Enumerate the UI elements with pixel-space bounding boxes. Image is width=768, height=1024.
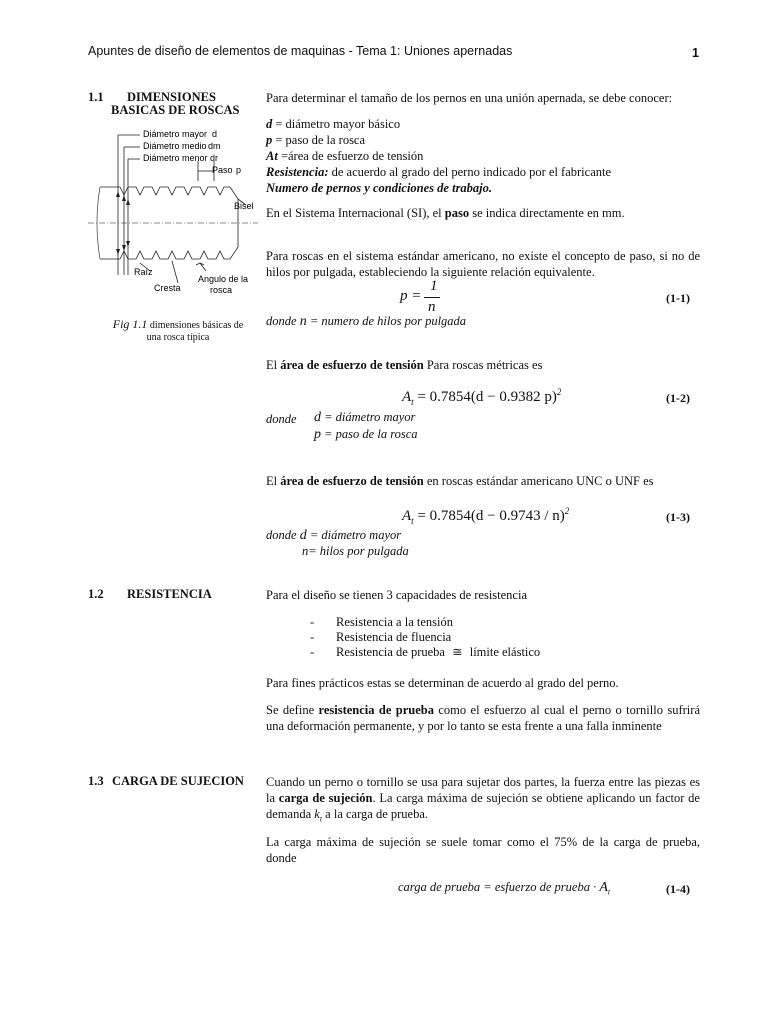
resistance-item: - Resistencia de prueba ≅ límite elástico bbox=[310, 645, 540, 660]
equation-1-4-label: (1-4) bbox=[666, 882, 690, 896]
proof-strength-paragraph: Se define resistencia de prueba como el esfuerzo al cual el perno o tornillo sufrirá una deformación permanente, y por lo tanto se esta frente a una falla inminente bbox=[266, 703, 700, 733]
def-numero-pernos: Numero de pernos y condiciones de trabajo. bbox=[266, 181, 493, 195]
intro-paragraph: Para determinar el tamaño de los pernos en una unión apernada, se debe conocer: bbox=[266, 91, 673, 105]
def-d: d = diámetro mayor básico bbox=[266, 117, 401, 131]
def-resistencia: Resistencia: de acuerdo al grado del perno indicado por el fabricante bbox=[266, 165, 612, 179]
practical-paragraph: Para fines prácticos estas se determinan de acuerdo al grado del perno. bbox=[266, 676, 619, 690]
section-1-1-number: 1.1 bbox=[88, 90, 104, 104]
clamp-load-75-paragraph: La carga máxima de sujeción se suele tomar como el 75% de la carga de prueba, donde bbox=[266, 835, 700, 865]
label-diametro-menor-sym: dr bbox=[210, 153, 219, 163]
label-paso-sym: p bbox=[236, 165, 242, 175]
clamp-load-paragraph: Cuando un perno o tornillo se usa para sujetar dos partes, la fuerza entre las piezas es la carga de sujeción. La carga máxima de sujeción se obtiene aplicando un factor de demanda $k_t$ a la carga de prueba. bbox=[266, 775, 700, 824]
figure-caption-label: Fig 1.1 bbox=[112, 317, 148, 331]
eq3-where-n: n= hilos por pulgada bbox=[302, 544, 409, 558]
thread-figure bbox=[88, 125, 258, 300]
eq1-where: donde n = numero de hilos por pulgada bbox=[266, 314, 467, 329]
eq2-where: donde bbox=[266, 412, 297, 426]
section-1-3-number: 1.3 bbox=[88, 774, 104, 788]
equation-1-3-label: (1-3) bbox=[666, 510, 690, 524]
equation-1-4: carga de prueba = esfuerzo de prueba · $A_t$ bbox=[398, 880, 611, 897]
label-angulo-line2: rosca bbox=[210, 285, 233, 295]
label-cresta: Cresta bbox=[154, 283, 181, 293]
section-1-2-title: RESISTENCIA bbox=[127, 587, 212, 601]
figure-caption bbox=[98, 318, 258, 344]
eq3-where: donde d = diámetro mayor bbox=[266, 528, 402, 543]
section-1-1-title-line1: DIMENSIONES bbox=[127, 90, 216, 104]
equation-1-2: $A_t = 0.7854(d - 0.9382$ p)$^2$ bbox=[402, 387, 562, 407]
si-paragraph: En el Sistema Internacional (SI), el paso se indica directamente en mm. bbox=[266, 206, 625, 220]
def-at: At =área de esfuerzo de tensión bbox=[266, 149, 424, 163]
section-1-2-number: 1.2 bbox=[88, 587, 104, 601]
label-diametro-medio-sym: dm bbox=[208, 141, 221, 151]
page-number: 1 bbox=[692, 46, 699, 60]
unc-paragraph: El área de esfuerzo de tensión en roscas estándar americano UNC o UNF es bbox=[266, 474, 654, 488]
label-diametro-medio: Diámetro medio bbox=[143, 141, 207, 151]
definitions-list bbox=[266, 116, 706, 196]
resistance-item: - Resistencia de fluencia bbox=[310, 630, 540, 645]
label-angulo-line1: Angulo de la bbox=[198, 274, 249, 284]
resistance-item: - Resistencia a la tensión bbox=[310, 615, 540, 630]
label-bisel: Bisel bbox=[234, 201, 254, 211]
thread-diagram bbox=[88, 125, 258, 300]
label-diametro-menor: Diámetro menor bbox=[143, 153, 208, 163]
resistance-intro: Para el diseño se tienen 3 capacidades de resistencia bbox=[266, 588, 527, 602]
label-diametro-mayor: Diámetro mayor bbox=[143, 129, 208, 139]
figure-caption-text-2: una rosca típica bbox=[146, 332, 210, 343]
equation-1-3: $A_t = 0.7854(d - 0.9743 / n)^2$ bbox=[402, 506, 570, 526]
resistance-list bbox=[310, 615, 540, 660]
label-raiz: Raíz bbox=[134, 267, 153, 277]
metric-paragraph: El área de esfuerzo de tensión Para roscas métricas es bbox=[266, 358, 543, 372]
eq2-where-p: p = paso de la rosca bbox=[314, 427, 418, 442]
section-1-1-title-line2: BASICAS DE ROSCAS bbox=[111, 103, 240, 117]
label-paso: Paso bbox=[212, 165, 233, 175]
page-header-title: Apuntes de diseño de elementos de maquinas - Tema 1: Uniones apernadas bbox=[88, 44, 513, 58]
equation-1-1: p = 1 n bbox=[400, 278, 460, 318]
section-1-3-title: CARGA DE SUJECION bbox=[112, 774, 244, 788]
figure-caption-text: dimensiones básicas de bbox=[147, 320, 244, 331]
def-p: p = paso de la rosca bbox=[266, 133, 366, 147]
equation-1-2-label: (1-2) bbox=[666, 391, 690, 405]
equation-1-1-label: (1-1) bbox=[666, 291, 690, 305]
eq2-where-d: d = diámetro mayor bbox=[314, 410, 416, 425]
us-paragraph: Para roscas en el sistema estándar americano, no existe el concepto de paso, si no de hilos por pulgada, estableciendo la siguiente relación equivalente. bbox=[266, 249, 700, 279]
label-diametro-mayor-sym: d bbox=[212, 129, 218, 139]
